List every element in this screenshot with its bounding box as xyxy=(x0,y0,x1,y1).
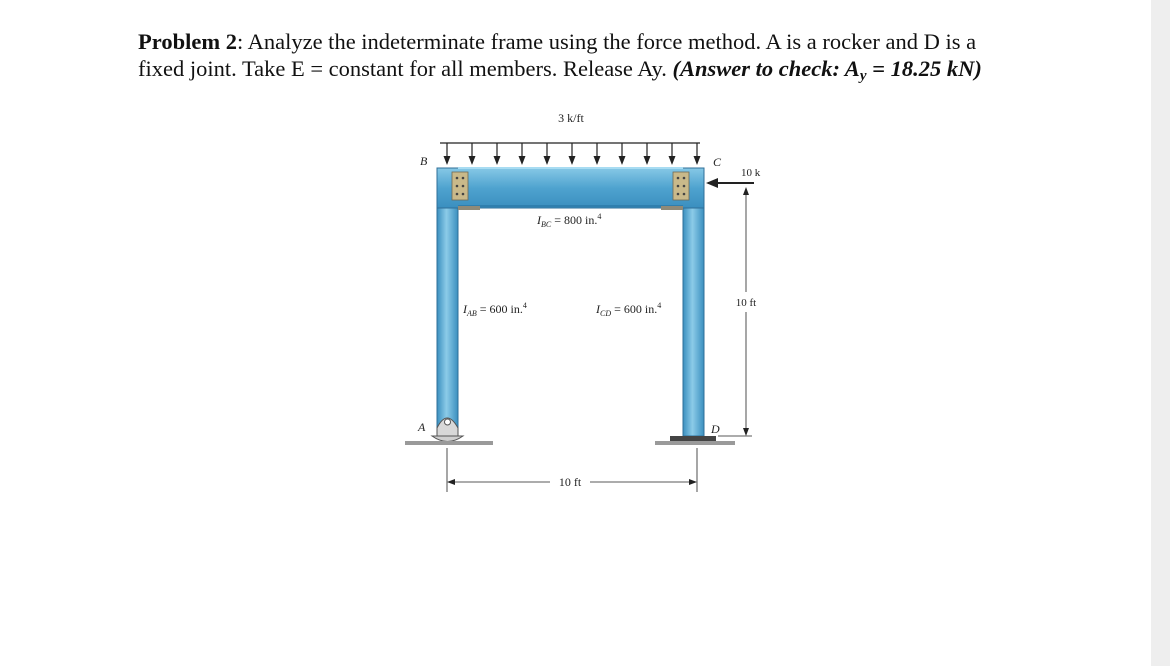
span-dimension-label: 10 ft xyxy=(558,475,582,489)
i-bc-symbol: I xyxy=(537,213,541,227)
load-arrowhead xyxy=(519,156,526,165)
i-ab-subscript: AB xyxy=(467,309,477,318)
i-cd-value: = 600 in. xyxy=(611,302,658,316)
fixed-plate-d xyxy=(670,436,716,441)
i-ab-symbol: I xyxy=(463,302,467,316)
i-bc-value: = 800 in. xyxy=(551,213,598,227)
load-arrowhead xyxy=(569,156,576,165)
load-arrowhead xyxy=(469,156,476,165)
answer-check-value: = 18.25 kN) xyxy=(866,56,982,81)
load-arrowhead xyxy=(494,156,501,165)
ground-d xyxy=(655,441,735,445)
problem-statement-line2: fixed joint. Take E = constant for all members. Release Ay. xyxy=(138,56,673,81)
load-arrowhead xyxy=(669,156,676,165)
point-load-arrowhead xyxy=(706,178,718,188)
distributed-load-label: 3 k/ft xyxy=(558,111,584,125)
i-cd-label xyxy=(595,301,661,318)
joint-a-label: A xyxy=(418,420,426,434)
i-bc-superscript: 4 xyxy=(597,212,602,221)
beam-bc xyxy=(437,168,704,208)
distributed-load xyxy=(440,143,701,165)
i-cd-superscript: 4 xyxy=(657,301,662,310)
joint-d-label: D xyxy=(711,422,720,436)
i-cd-subscript: CD xyxy=(600,309,612,318)
i-bc-subscript: BC xyxy=(541,220,552,229)
load-arrowhead xyxy=(544,156,551,165)
load-arrowhead xyxy=(444,156,451,165)
i-bc-label xyxy=(536,212,601,229)
joint-c-label: C xyxy=(713,155,722,169)
answer-check-prefix: (Answer to check: A xyxy=(672,56,860,81)
problem-statement-line1: Analyze the indeterminate frame using the force method. A is a rocker and D is a xyxy=(243,29,977,54)
joint-b-label: B xyxy=(420,154,428,168)
load-arrowhead xyxy=(644,156,651,165)
load-arrowhead xyxy=(619,156,626,165)
load-arrowhead xyxy=(594,156,601,165)
height-dimension xyxy=(718,183,752,436)
problem-colon: : xyxy=(236,29,244,54)
i-ab-value: = 600 in. xyxy=(476,302,523,316)
load-arrowhead xyxy=(694,156,701,165)
point-load-label: 10 k xyxy=(741,167,761,179)
i-ab-superscript: 4 xyxy=(522,301,527,310)
i-cd-symbol: I xyxy=(596,302,600,316)
i-ab-label xyxy=(462,301,527,318)
load-arrows xyxy=(444,143,701,165)
answer-check-subscript: y xyxy=(859,68,867,84)
height-dimension-label: 10 ft xyxy=(735,297,757,309)
problem-label: Problem 2 xyxy=(138,29,237,54)
ground-a xyxy=(405,441,493,445)
